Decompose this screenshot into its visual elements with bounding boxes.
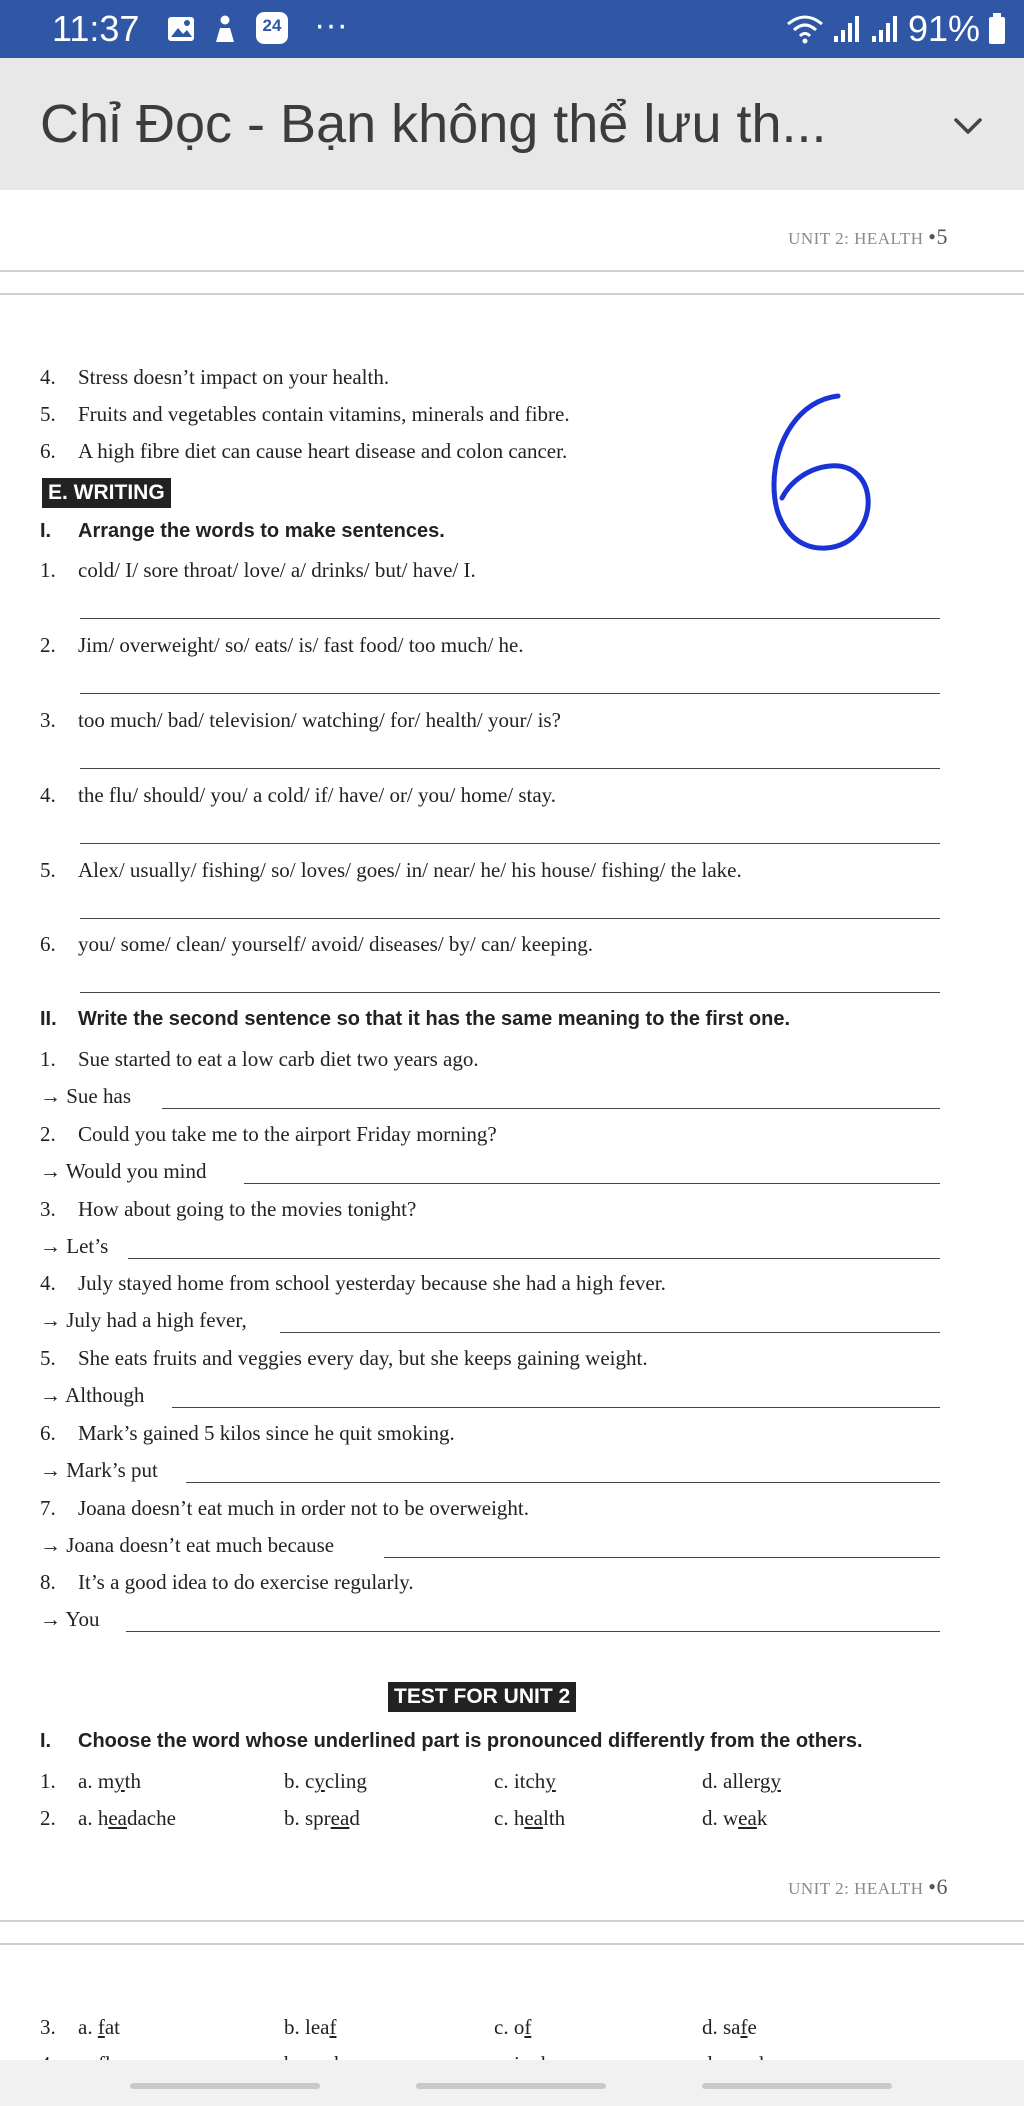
list-item: 4. July stayed home from school yesterday because she had a high fever. <box>40 1271 666 1295</box>
status-bar <box>0 0 1024 58</box>
list-item: 1. Sue started to eat a low carb diet two years ago. <box>40 1047 479 1071</box>
list-item: 8. It’s a good idea to do exercise regularly. <box>40 1570 414 1594</box>
option-text: a. m <box>78 1769 115 1793</box>
page-divider <box>0 270 1024 272</box>
list-item: 7. Joana doesn’t eat much in order not to be overweight. <box>40 1496 529 1520</box>
answer-line[interactable] <box>162 1108 940 1109</box>
list-item: 2. Could you take me to the airport Friday morning? <box>40 1122 497 1146</box>
option-text: c. itch <box>494 1769 546 1793</box>
answer-line[interactable] <box>80 618 940 619</box>
chevron-down-icon[interactable] <box>948 106 988 146</box>
page-header-unit-5 <box>788 224 948 250</box>
list-item: 1. cold/ I/ sore throat/ love/ a/ drinks/ but/ have/ I. <box>40 558 476 582</box>
option-text: c. h <box>494 1806 525 1830</box>
more-icon: ··· <box>314 6 348 44</box>
answer-option[interactable] <box>284 2014 336 2040</box>
badge-24-label: 24 <box>262 16 282 35</box>
answer-line[interactable] <box>80 693 940 694</box>
underlined-part: f <box>329 2015 337 2039</box>
answer-option[interactable] <box>494 1768 556 1794</box>
answer-option[interactable] <box>494 1805 565 1831</box>
list-item: 3. How about going to the movies tonight? <box>40 1197 417 1221</box>
option-text: b. c <box>284 1769 315 1793</box>
underlined-part: ea <box>108 1806 127 1830</box>
page-divider <box>0 1943 1024 1945</box>
answer-line[interactable] <box>126 1631 940 1632</box>
list-item: 5. Alex/ usually/ fishing/ so/ loves/ goes/ in/ near/ he/ his house/ fishing/ the lake. <box>40 858 742 882</box>
rewrite-prompt: → Joana doesn’t eat much because <box>40 1533 335 1557</box>
answer-option[interactable] <box>284 1805 360 1831</box>
test-title: TEST FOR UNIT 2 <box>388 1682 576 1712</box>
underlined-part: ea <box>738 1806 757 1830</box>
answer-line[interactable] <box>80 768 940 769</box>
answer-option[interactable] <box>78 1768 141 1794</box>
answer-line[interactable] <box>80 843 940 844</box>
scroll-indicator-bar <box>0 2060 1024 2106</box>
answer-option[interactable] <box>702 2014 757 2040</box>
option-text: at <box>104 2015 120 2039</box>
person-icon <box>212 14 238 44</box>
status-time: 11:37 <box>52 8 140 49</box>
badge-24-icon <box>256 12 288 44</box>
list-item: 2. Jim/ overweight/ so/ eats/ is/ fast food/ too much/ he. <box>40 633 524 657</box>
option-text: b. lea <box>284 2015 330 2039</box>
option-text: c. o <box>494 2015 525 2039</box>
instruction-rewrite: II. Write the second sentence so that it has the same meaning to the first one. <box>40 1008 791 1030</box>
option-text: a. h <box>78 1806 109 1830</box>
list-item: 4. the flu/ should/ you/ a cold/ if/ have/ or/ you/ home/ stay. <box>40 783 557 807</box>
battery-percent: 91% <box>907 8 980 49</box>
signal-icon <box>870 14 900 44</box>
section-label-writing: E. WRITING <box>42 478 171 508</box>
rewrite-prompt: → Mark’s put <box>40 1458 158 1482</box>
answer-line[interactable] <box>80 992 940 993</box>
option-text: k <box>756 1806 768 1830</box>
answer-line[interactable] <box>280 1332 940 1333</box>
page-number: •6 <box>928 1874 948 1899</box>
signal-icon <box>832 14 862 44</box>
underlined-part: f <box>524 2015 532 2039</box>
option-text: lth <box>542 1806 566 1830</box>
rewrite-prompt: → Sue has <box>40 1084 131 1108</box>
question-number: 1. <box>40 1769 56 1793</box>
rewrite-prompt: → Although <box>40 1383 145 1407</box>
list-item: 4. Stress doesn’t impact on your health. <box>40 365 390 389</box>
wifi-icon <box>786 14 824 44</box>
battery-icon <box>988 13 1006 45</box>
running-head-label: UNIT 2: HEALTH <box>788 229 924 248</box>
document-title: Chỉ Đọc - Bạn không thể lưu th... <box>40 94 827 154</box>
rewrite-prompt: → July had a high fever, <box>40 1308 247 1332</box>
scroll-indicator <box>702 2083 892 2089</box>
option-text: e <box>747 2015 757 2039</box>
answer-option[interactable] <box>78 2014 120 2040</box>
question-number: 3. <box>40 2015 56 2039</box>
status-right <box>786 8 1006 50</box>
underlined-part: y <box>545 1769 556 1793</box>
option-text: d. allerg <box>702 1769 771 1793</box>
page-divider <box>0 1920 1024 1922</box>
page-number: •5 <box>928 224 948 249</box>
underlined-part: y <box>114 1769 125 1793</box>
underlined-part: f <box>97 2015 105 2039</box>
image-icon <box>166 14 196 44</box>
answer-line[interactable] <box>172 1407 940 1408</box>
rewrite-prompt: → You <box>40 1607 100 1631</box>
list-item: 6. you/ some/ clean/ yourself/ avoid/ diseases/ by/ can/ keeping. <box>40 932 593 956</box>
list-item: 5. She eats fruits and veggies every day, but she keeps gaining weight. <box>40 1346 648 1370</box>
underlined-part: y <box>314 1769 325 1793</box>
instruction-arrange: I. Arrange the words to make sentences. <box>40 520 445 542</box>
option-text: th <box>124 1769 141 1793</box>
app-bar <box>0 58 1024 190</box>
option-text: d. w <box>702 1806 739 1830</box>
answer-option[interactable] <box>78 1805 176 1831</box>
list-item: 6. Mark’s gained 5 kilos since he quit smoking. <box>40 1421 455 1445</box>
handwritten-six-mark <box>760 390 890 560</box>
underlined-part: y <box>770 1769 781 1793</box>
answer-line[interactable] <box>186 1482 940 1483</box>
option-text: cling <box>324 1769 367 1793</box>
answer-option[interactable] <box>494 2014 531 2040</box>
running-head-label: UNIT 2: HEALTH <box>788 1879 924 1898</box>
answer-option[interactable] <box>284 1768 367 1794</box>
instruction-pronunciation: I. Choose the word whose underlined part is pronounced differently from the others. <box>40 1730 863 1752</box>
scroll-indicator <box>416 2083 606 2089</box>
answer-line[interactable] <box>244 1183 940 1184</box>
list-item: 3. too much/ bad/ television/ watching/ for/ health/ your/ is? <box>40 708 561 732</box>
option-text: d. sa <box>702 2015 741 2039</box>
list-item: 6. A high fibre diet can cause heart disease and colon cancer. <box>40 439 568 463</box>
question-number: 2. <box>40 1806 56 1830</box>
scroll-indicator <box>130 2083 320 2089</box>
underlined-part: f <box>740 2015 748 2039</box>
option-text: dache <box>126 1806 176 1830</box>
underlined-part: ea <box>524 1806 543 1830</box>
answer-line[interactable] <box>384 1557 940 1558</box>
answer-line[interactable] <box>128 1258 940 1259</box>
option-text: b. spr <box>284 1806 331 1830</box>
underlined-part: ea <box>330 1806 350 1830</box>
answer-line[interactable] <box>80 918 940 919</box>
option-text: d <box>349 1806 360 1830</box>
answer-option[interactable] <box>702 1768 781 1794</box>
list-item: 5. Fruits and vegetables contain vitamins, minerals and fibre. <box>40 402 570 426</box>
page-header-unit-6 <box>788 1874 948 1900</box>
page-divider <box>0 293 1024 295</box>
option-text: a. <box>78 2015 98 2039</box>
answer-option[interactable] <box>702 1805 767 1831</box>
rewrite-prompt: → Let’s <box>40 1234 109 1258</box>
rewrite-prompt: → Would you mind <box>40 1159 207 1183</box>
